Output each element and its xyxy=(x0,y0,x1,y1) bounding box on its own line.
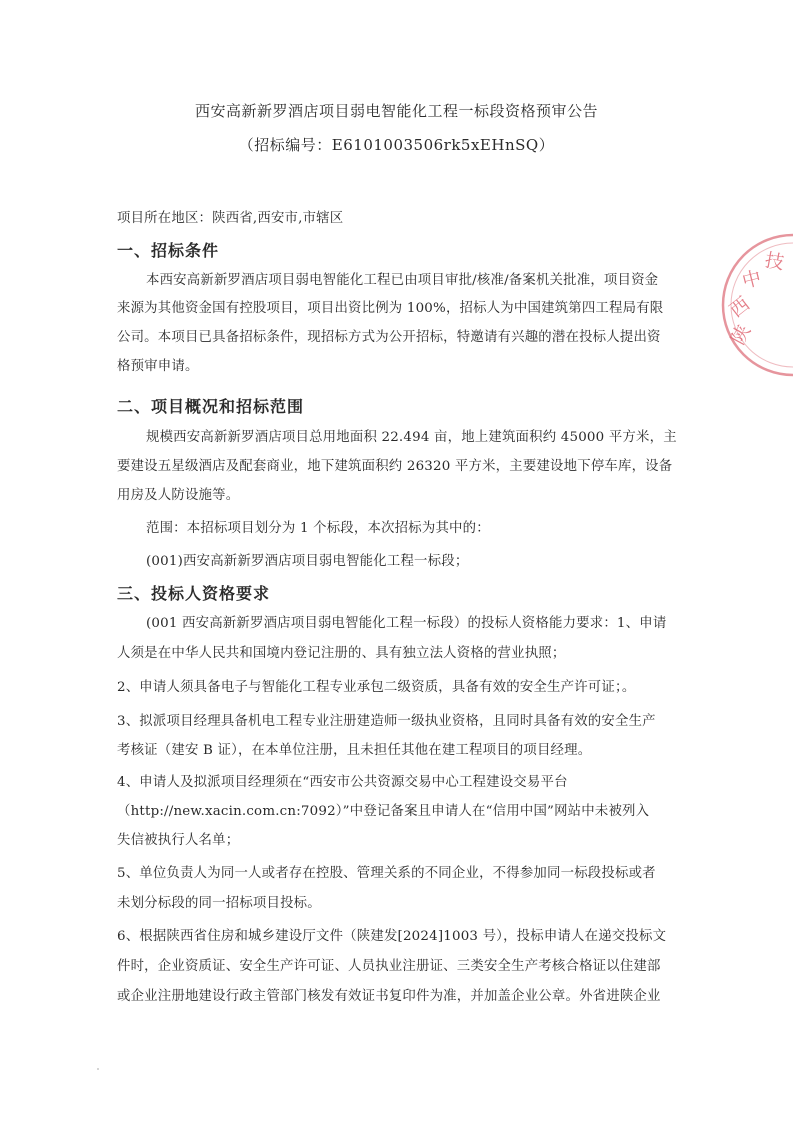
paragraph-line: 考核证（建安 B 证），在本单位注册，且未担任其他在建工程项目的项目经理。 xyxy=(117,743,592,758)
paragraph-line: （http://new.xacin.com.cn:7092）”中登记备案且申请人在“信用中国”网站中未被列入 xyxy=(117,804,650,819)
tender-number: （招标编号：E6101003506rk5xEHnSQ） xyxy=(238,136,555,154)
document-title: 西安高新新罗酒店项目弱电智能化工程一标段资格预审公告 xyxy=(194,102,598,120)
section-heading-project-overview: 二、项目概况和招标范围 xyxy=(117,397,305,416)
paragraph-line: 2、申请人须具备电子与智能化工程专业承包二级资质，具备有效的安全生产许可证；。 xyxy=(117,680,636,695)
company-seal xyxy=(718,230,793,380)
project-region: 项目所在地区：陕西省,西安市,市辖区 xyxy=(117,211,344,226)
svg-text:技: 技 xyxy=(763,249,786,275)
seal-stamp-icon xyxy=(718,230,793,380)
paragraph-line: 范围：本招标项目划分为 1 个标段，本次招标为其中的： xyxy=(146,521,490,536)
paragraph-line: 4、申请人及拟派项目经理须在“西安市公共资源交易中心工程建设交易平台 xyxy=(117,775,568,790)
paragraph-line: 用房及人防设施等。 xyxy=(117,488,240,503)
paragraph-line: 格预审申请。 xyxy=(117,359,199,374)
svg-text:中: 中 xyxy=(739,266,764,293)
section-heading-tender-conditions: 一、招标条件 xyxy=(117,241,220,260)
svg-text:陕: 陕 xyxy=(726,321,756,349)
paragraph-line: 未划分标段的同一招标项目投标。 xyxy=(117,896,321,911)
paragraph-line: 或企业注册地建设行政主管部门核发有效证书复印件为准，并加盖企业公章。外省进陕企业 xyxy=(117,989,661,1004)
paragraph-line: 失信被执行人名单； xyxy=(117,833,240,848)
svg-text:西: 西 xyxy=(725,292,755,322)
paragraph-line: 人须是在中华人民共和国境内登记注册的、具有独立法人资格的营业执照； xyxy=(117,646,566,661)
paragraph-line: (001 西安高新新罗酒店项目弱电智能化工程一标段）的投标人资格能力要求：1、申请 xyxy=(146,616,667,631)
paragraph-line: 3、拟派项目经理具备机电工程专业注册建造师一级执业资格，且同时具备有效的安全生产 xyxy=(117,714,656,729)
scan-speck xyxy=(97,1068,99,1070)
paragraph-line: 6、根据陕西省住房和城乡建设厅文件（陕建发[2024]1003 号），投标申请人在递交投标文 xyxy=(117,929,667,944)
paragraph-line: (001)西安高新新罗酒店项目弱电智能化工程一标段； xyxy=(146,554,469,569)
paragraph-line: 规模西安高新新罗酒店项目总用地面积 22.494 亩，地上建筑面积约 45000 平方米，主 xyxy=(146,430,677,445)
paragraph-line: 公司。本项目已具备招标条件，现招标方式为公开招标，特邀请有兴趣的潜在投标人提出资 xyxy=(117,330,661,345)
paragraph-line: 件时，企业资质证、安全生产许可证、人员执业注册证、三类安全生产考核合格证以住建部 xyxy=(117,959,661,974)
paragraph-line: 本西安高新新罗酒店项目弱电智能化工程已由项目审批/核准/备案机关批准，项目资金 xyxy=(146,273,659,288)
section-heading-bidder-qualifications: 三、投标人资格要求 xyxy=(117,584,271,603)
paragraph-line: 要建设五星级酒店及配套商业，地下建筑面积约 26320 平方米，主要建设地下停车库，设备 xyxy=(117,459,673,474)
paragraph-line: 5、单位负责人为同一人或者存在控股、管理关系的不同企业，不得参加同一标段投标或者 xyxy=(117,866,656,881)
paragraph-line: 来源为其他资金国有控股项目，项目出资比例为 100%，招标人为中国建筑第四工程局有限 xyxy=(117,301,664,316)
